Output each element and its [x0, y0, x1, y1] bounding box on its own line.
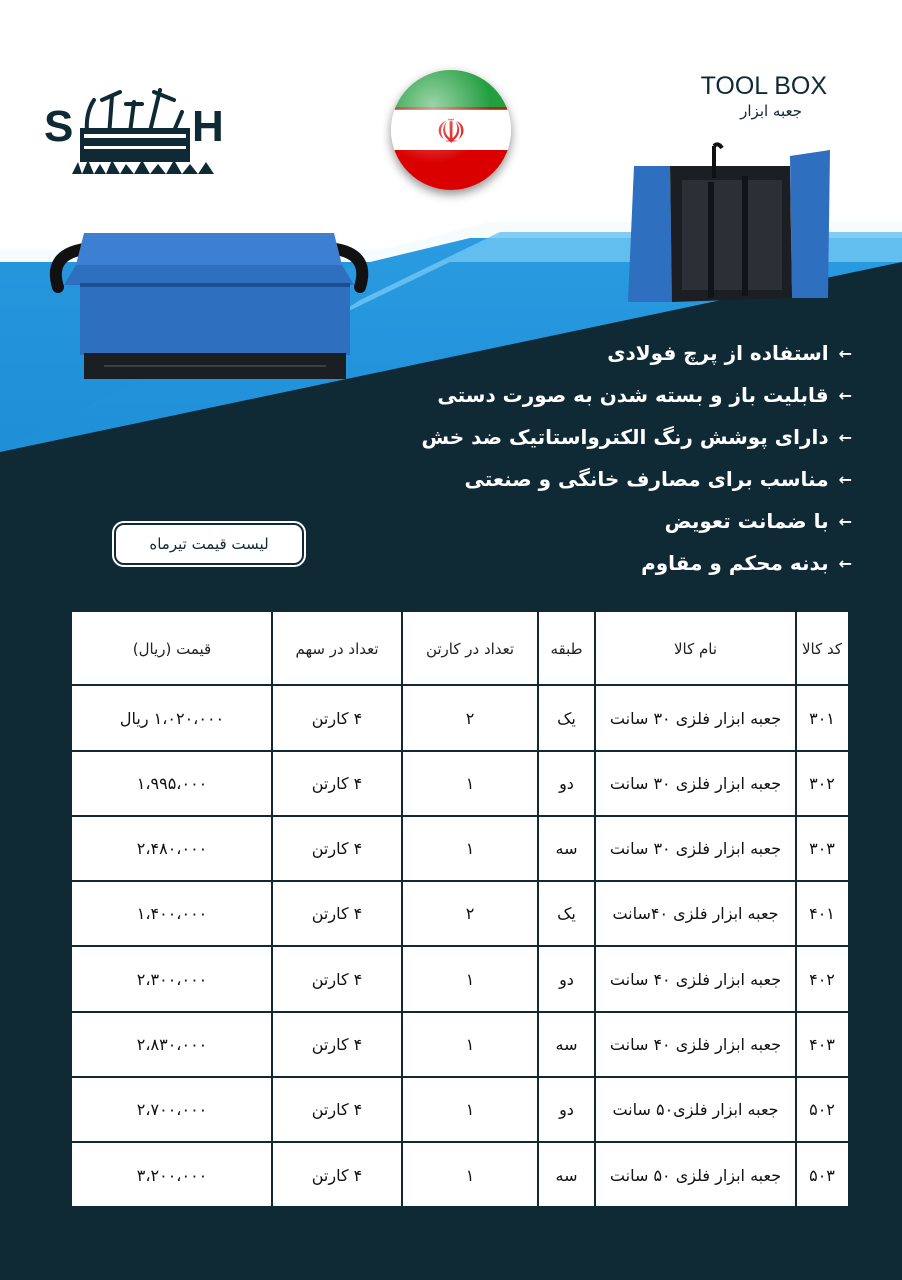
table-cell-quota: ۴ کارتن — [311, 774, 363, 793]
arrow-left-icon: ← — [838, 553, 852, 573]
header-per-carton: تعداد در کارتن — [425, 639, 515, 658]
table-cell-quota: ۴ کارتن — [311, 1100, 363, 1119]
table-cell-name: جعبه ابزار فلزی ۵۰ سانت — [609, 1165, 782, 1185]
table-cell-per-carton: ۱ — [465, 969, 475, 989]
table-cell-quota: ۴ کارتن — [311, 1165, 363, 1185]
feature-text: با ضمانت تعویض — [664, 509, 829, 533]
feature-item — [332, 332, 852, 374]
table-cell-quota: ۴ کارتن — [311, 839, 363, 858]
table-cell-quota: ۴ کارتن — [311, 708, 363, 728]
arrow-left-icon: ← — [838, 385, 852, 405]
feature-text: دارای پوشش رنگ الکترواستاتیک ضد خش — [421, 425, 829, 449]
logo-letter-h: H — [192, 102, 224, 151]
table-cell-per-carton: ۱ — [465, 839, 475, 858]
feature-item — [332, 542, 852, 584]
open-toolbox-image — [622, 142, 834, 310]
table-cell-quota: ۴ کارتن — [311, 904, 363, 923]
table-cell-per-carton: ۲ — [465, 904, 475, 923]
table-cell-per-carton: ۱ — [465, 774, 475, 793]
brand-logo — [42, 78, 232, 178]
table-cell-name: جعبه ابزار فلزی ۴۰ سانت — [609, 1035, 782, 1054]
header-code: کد کالا — [801, 639, 843, 658]
table-cell-layer: دو — [559, 774, 574, 793]
header-price: قیمت (ریال) — [132, 639, 212, 658]
feature-item — [332, 374, 852, 416]
header-quota: تعداد در سهم — [295, 639, 379, 658]
table-cell-price: ۳،۲۰۰،۰۰۰ — [136, 1165, 208, 1185]
table-cell-price: ۱،۹۹۵،۰۰۰ — [136, 774, 208, 793]
arrow-left-icon: ← — [838, 343, 852, 363]
feature-text: مناسب برای مصارف خانگی و صنعتی — [464, 467, 829, 491]
table-cell-name: جعبه ابزار فلزی۵۰ سانت — [612, 1100, 779, 1119]
header-layer: طبقه — [550, 639, 583, 658]
title-persian: جعبه ابزار — [740, 102, 802, 120]
table-cell-layer: یک — [557, 904, 576, 923]
feature-list — [332, 332, 852, 584]
feature-item — [332, 416, 852, 458]
feature-item — [332, 458, 852, 500]
table-cell-price: ۲،۳۰۰،۰۰۰ — [136, 969, 208, 989]
table-cell-quota: ۴ کارتن — [311, 1035, 363, 1054]
table-cell-name: جعبه ابزار فلزی ۳۰ سانت — [609, 839, 782, 858]
table-cell-name: جعبه ابزار فلزی ۴۰سانت — [612, 904, 779, 923]
header-name: نام کالا — [673, 639, 718, 658]
feature-item — [332, 500, 852, 542]
iran-flag-badge — [391, 70, 511, 190]
table-cell-price: ۱،۴۰۰،۰۰۰ — [136, 904, 208, 923]
table-cell-name: جعبه ابزار فلزی ۴۰ سانت — [609, 969, 782, 989]
header-line-right — [511, 125, 902, 129]
table-cell-code: ۳۰۳ — [809, 839, 835, 858]
table-cell-price: ۲،۸۳۰،۰۰۰ — [136, 1035, 208, 1054]
logo-letter-s: S — [44, 102, 74, 151]
table-cell-layer: سه — [555, 1165, 578, 1185]
table-cell-price: ۲،۷۰۰،۰۰۰ — [136, 1100, 208, 1119]
table-cell-layer: سه — [555, 1035, 578, 1054]
table-cell-price: ۲،۴۸۰،۰۰۰ — [136, 839, 208, 858]
table-cell-quota: ۴ کارتن — [311, 969, 363, 989]
closed-toolbox-image — [44, 225, 374, 385]
price-table — [72, 610, 848, 1206]
table-cell-code: ۵۰۲ — [809, 1100, 835, 1119]
table-cell-per-carton: ۱ — [465, 1100, 475, 1119]
table-cell-layer: یک — [557, 708, 576, 728]
feature-text: استفاده از پرچ فولادی — [607, 341, 829, 365]
header-line-left — [230, 125, 392, 129]
table-cell-name: جعبه ابزار فلزی ۳۰ سانت — [609, 774, 782, 793]
price-list-label: لیست قیمت تیرماه — [114, 523, 304, 565]
table-cell-per-carton: ۱ — [465, 1165, 475, 1185]
table-cell-price: ۱،۰۲۰،۰۰۰ ریال — [119, 708, 225, 728]
title-english: TOOL BOX — [700, 72, 827, 100]
arrow-left-icon: ← — [838, 427, 852, 447]
table-cell-name: جعبه ابزار فلزی ۳۰ سانت — [609, 708, 782, 728]
table-cell-layer: دو — [559, 1100, 574, 1119]
table-cell-code: ۴۰۳ — [809, 1035, 835, 1054]
table-cell-code: ۴۰۱ — [809, 904, 835, 923]
table-cell-layer: سه — [555, 839, 578, 858]
iran-flag-icon — [391, 70, 511, 190]
feature-text: بدنه محکم و مقاوم — [641, 551, 829, 575]
table-cell-per-carton: ۲ — [465, 708, 475, 728]
feature-text: قابلیت باز و بسته شدن به صورت دستی — [437, 383, 829, 407]
table-cell-code: ۴۰۲ — [809, 969, 835, 989]
table-cell-code: ۵۰۳ — [809, 1165, 835, 1185]
arrow-left-icon: ← — [838, 511, 852, 531]
table-cell-code: ۳۰۱ — [809, 708, 835, 728]
table-cell-layer: دو — [559, 969, 574, 989]
table-cell-per-carton: ۱ — [465, 1035, 475, 1054]
arrow-left-icon: ← — [838, 469, 852, 489]
table-cell-code: ۳۰۲ — [809, 774, 835, 793]
